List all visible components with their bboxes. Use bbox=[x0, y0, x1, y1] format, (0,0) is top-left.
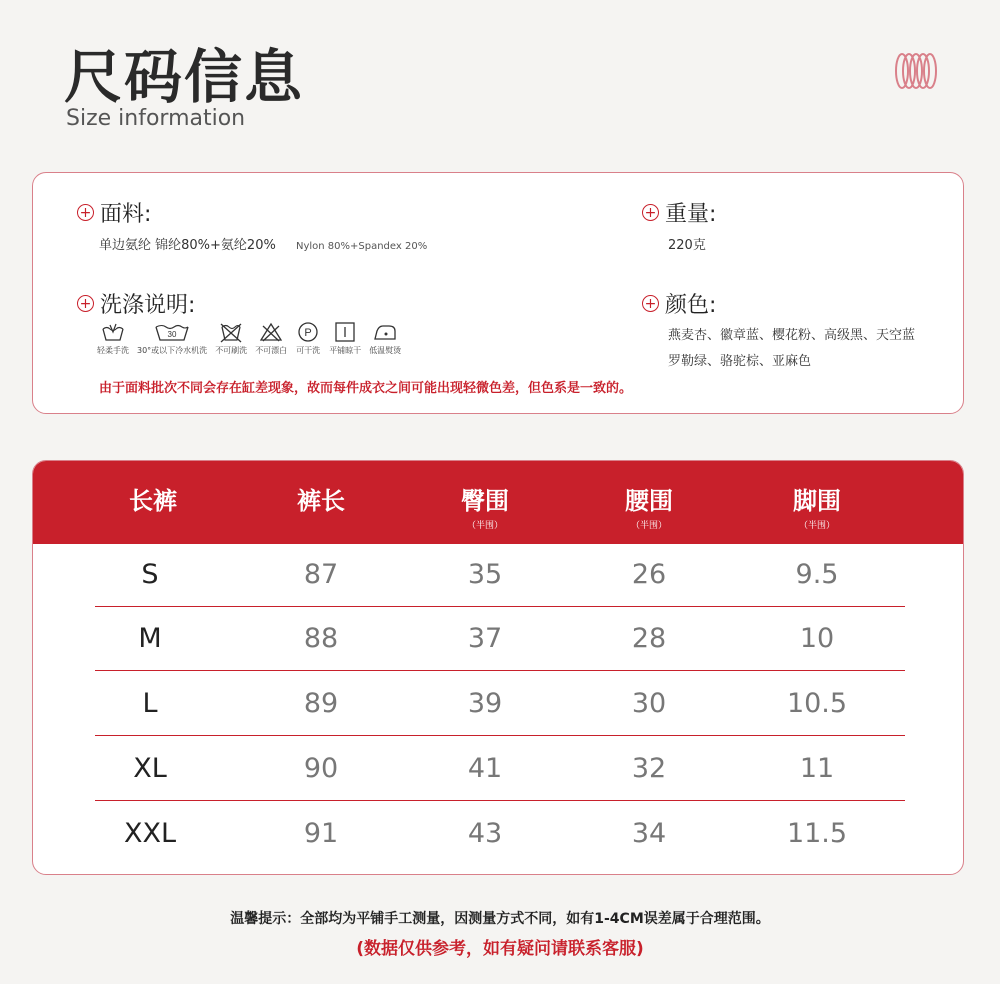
size-table bbox=[32, 460, 964, 875]
waist-cell: 32 bbox=[631, 753, 667, 784]
dry-clean-p-icon bbox=[295, 321, 321, 343]
table-row bbox=[95, 802, 905, 866]
waist-cell: 26 bbox=[631, 559, 667, 590]
hip-cell: 41 bbox=[467, 753, 503, 784]
contact-note: (数据仅供参考，如有疑问请联系客服) bbox=[356, 939, 644, 959]
plus-circle-icon: + bbox=[77, 204, 94, 221]
length-cell: 87 bbox=[303, 559, 339, 590]
header-label: 臀围 bbox=[461, 487, 509, 515]
hem-cell: 9.5 bbox=[795, 559, 839, 590]
size-cell: M bbox=[138, 623, 162, 654]
hem-cell: 11.5 bbox=[786, 818, 848, 849]
hip-cell: 35 bbox=[467, 559, 503, 590]
hip-cell: 39 bbox=[467, 688, 503, 719]
fabric-title: 面料: bbox=[100, 202, 152, 227]
length-cell: 91 bbox=[303, 818, 339, 849]
row-divider bbox=[95, 735, 905, 736]
rings-icon bbox=[893, 50, 939, 92]
header-label: 裤长 bbox=[297, 487, 345, 515]
weight-title: 重量: bbox=[665, 202, 717, 227]
waist-cell: 34 bbox=[631, 818, 667, 849]
weight-section-header bbox=[642, 197, 716, 228]
header-cell bbox=[251, 481, 391, 516]
color-options-line2: 罗勒绿、骆驼棕、亚麻色 bbox=[668, 354, 812, 369]
table-header bbox=[33, 461, 963, 544]
care-label: 30°或以下冷水机洗 bbox=[137, 346, 208, 355]
hem-cell: 10 bbox=[799, 623, 835, 654]
care-item bbox=[137, 321, 207, 356]
care-label: 不可漂白 bbox=[255, 346, 288, 355]
size-cell: XL bbox=[133, 753, 167, 784]
care-icons-row bbox=[97, 321, 409, 356]
header-label: 长裤 bbox=[129, 487, 177, 515]
size-cell: XXL bbox=[123, 818, 177, 849]
length-cell: 89 bbox=[303, 688, 339, 719]
table-row bbox=[95, 672, 905, 736]
hip-cell: 37 bbox=[467, 623, 503, 654]
weight-value: 220克 bbox=[668, 238, 706, 253]
care-item bbox=[295, 321, 321, 356]
hem-cell: 11 bbox=[799, 753, 835, 784]
svg-text:P: P bbox=[304, 327, 312, 339]
hem-cell: 10.5 bbox=[786, 688, 848, 719]
header-cell bbox=[83, 481, 223, 516]
no-brush-icon bbox=[218, 321, 244, 343]
care-item bbox=[255, 321, 287, 356]
size-cell: L bbox=[142, 688, 158, 719]
header-cell bbox=[415, 481, 555, 531]
table-row bbox=[95, 607, 905, 671]
color-difference-notice: 由于面料批次不同会存在缸差现象，故而每件成衣之间可能出现轻微色差，但色系是一致的。 bbox=[99, 381, 633, 396]
color-title: 颜色: bbox=[665, 293, 717, 318]
washing-title: 洗涤说明: bbox=[100, 293, 196, 318]
hand-wash-icon bbox=[100, 321, 126, 343]
care-label: 不可刷洗 bbox=[215, 346, 248, 355]
plus-circle-icon: + bbox=[642, 204, 659, 221]
header-sublabel: （半围） bbox=[798, 521, 835, 531]
flat-dry-icon bbox=[332, 321, 358, 343]
low-iron-icon bbox=[372, 321, 398, 343]
fabric-desc-zh: 单边氨纶 锦纶80%+氨纶20% bbox=[99, 238, 276, 253]
length-cell: 90 bbox=[303, 753, 339, 784]
no-bleach-icon bbox=[258, 321, 284, 343]
care-label: 可干洗 bbox=[296, 346, 321, 355]
header-label: 腰围 bbox=[625, 487, 673, 515]
page-title: 尺码信息 bbox=[64, 43, 305, 111]
header-sublabel: （半围） bbox=[630, 521, 667, 531]
color-options-line1: 燕麦杏、徽章蓝、樱花粉、高级黑、天空蓝 bbox=[668, 328, 916, 343]
wash-temp-text: 30 bbox=[167, 330, 177, 339]
header-sublabel: （半围） bbox=[466, 521, 503, 531]
measurement-tip: 温馨提示：全部均为平铺手工测量，因测量方式不同，如有1-4CM误差属于合理范围。 bbox=[230, 911, 770, 927]
hip-cell: 43 bbox=[467, 818, 503, 849]
length-cell: 88 bbox=[303, 623, 339, 654]
product-info-box bbox=[32, 172, 964, 414]
row-divider bbox=[95, 800, 905, 801]
header-cell bbox=[747, 481, 887, 531]
row-divider bbox=[95, 670, 905, 671]
wash-30-icon bbox=[152, 321, 192, 343]
header-cell bbox=[579, 481, 719, 531]
care-label: 平铺晾干 bbox=[329, 346, 362, 355]
care-item bbox=[97, 321, 129, 356]
washing-section-header bbox=[77, 288, 195, 319]
size-cell: S bbox=[141, 559, 159, 590]
care-item bbox=[329, 321, 361, 356]
care-label: 低温熨烫 bbox=[369, 346, 402, 355]
fabric-section-header bbox=[77, 197, 151, 228]
fabric-desc bbox=[99, 234, 427, 253]
color-section-header bbox=[642, 288, 716, 319]
fabric-desc-en: Nylon 80%+Spandex 20% bbox=[295, 241, 428, 252]
care-item bbox=[369, 321, 401, 356]
care-item bbox=[215, 321, 247, 356]
plus-circle-icon: + bbox=[77, 295, 94, 312]
waist-cell: 28 bbox=[631, 623, 667, 654]
page-subtitle: Size information bbox=[66, 106, 246, 131]
plus-circle-icon: + bbox=[642, 295, 659, 312]
header-label: 脚围 bbox=[793, 487, 841, 515]
care-label: 轻柔手洗 bbox=[97, 346, 129, 355]
waist-cell: 30 bbox=[631, 688, 667, 719]
table-row bbox=[95, 737, 905, 801]
table-row bbox=[95, 543, 905, 607]
